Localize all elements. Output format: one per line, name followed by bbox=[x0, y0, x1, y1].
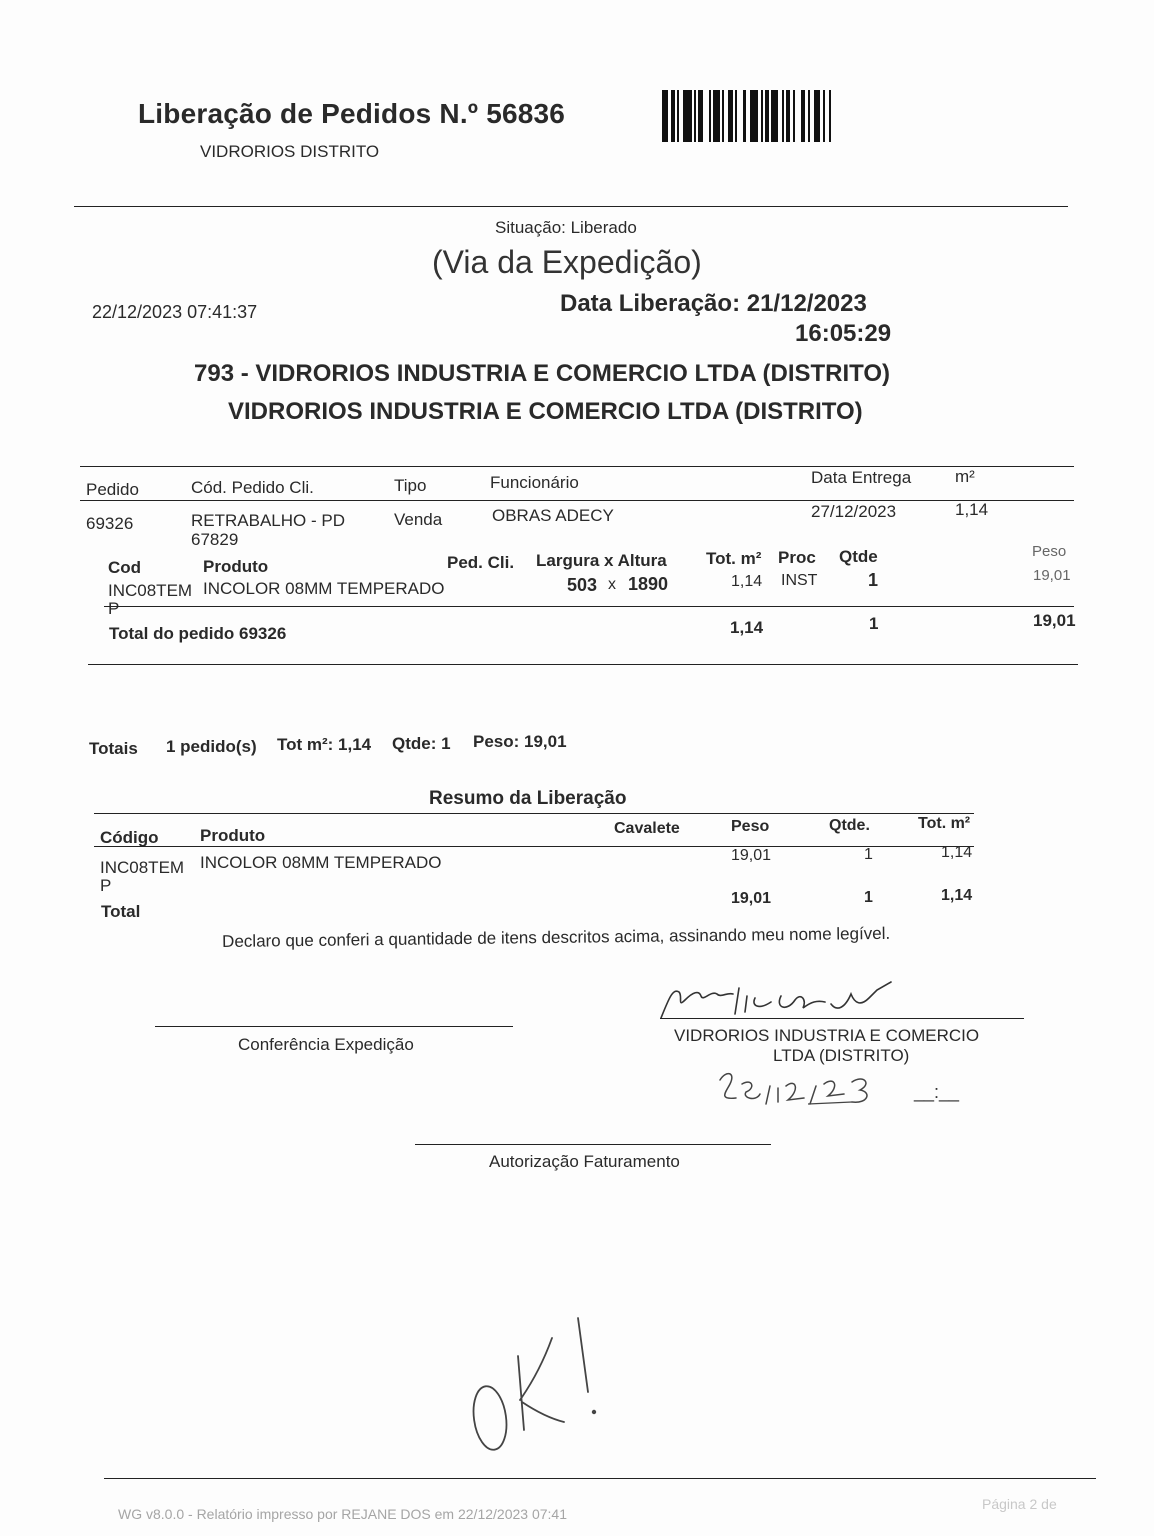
totais-label: Totais bbox=[89, 739, 138, 758]
resumo-title: Resumo da Liberação bbox=[429, 788, 627, 809]
order-data-entrega: 27/12/2023 bbox=[811, 502, 897, 521]
item-col-tot-m2: Tot. m² bbox=[706, 549, 762, 568]
item-altura: 1890 bbox=[628, 574, 669, 594]
data-liberacao-time: 16:05:29 bbox=[795, 320, 892, 347]
resumo-tot-m2: 1,14 bbox=[941, 844, 973, 861]
conferencia-line bbox=[155, 1026, 513, 1027]
via-label: (Via da Expedição) bbox=[432, 244, 702, 280]
item-qtde: 1 bbox=[868, 570, 879, 590]
resumo-col-peso: Peso bbox=[731, 818, 770, 835]
order-pedido: 69326 bbox=[86, 514, 134, 533]
col-tipo: Tipo bbox=[394, 476, 427, 495]
order-total-peso: 19,01 bbox=[1033, 611, 1076, 630]
resumo-col-qtde: Qtde. bbox=[829, 817, 870, 834]
col-pedido: Pedido bbox=[86, 480, 139, 499]
item-col-cod: Cod bbox=[108, 558, 142, 577]
item-col-qtde: Qtde bbox=[839, 547, 878, 566]
resumo-top-rule bbox=[94, 813, 974, 814]
item-tot-m2: 1,14 bbox=[731, 573, 763, 590]
order-m2: 1,14 bbox=[955, 500, 989, 519]
barcode-icon bbox=[662, 90, 840, 142]
col-funcionario: Funcionário bbox=[490, 473, 579, 492]
resumo-col-produto: Produto bbox=[200, 826, 266, 845]
handwritten-ok-mark bbox=[460, 1310, 620, 1460]
col-m2: m² bbox=[955, 467, 975, 486]
resumo-col-cavalete: Cavalete bbox=[614, 820, 680, 837]
order-header-rule bbox=[80, 500, 1074, 501]
resumo-col-codigo: Código bbox=[100, 828, 159, 847]
data-liberacao: Data Liberação: 21/12/2023 bbox=[560, 290, 867, 317]
resumo-total-label: Total bbox=[101, 902, 141, 921]
item-cod: INC08TEM bbox=[108, 581, 193, 600]
footer-page: Página 2 de bbox=[982, 1496, 1057, 1512]
resumo-peso: 19,01 bbox=[731, 847, 772, 864]
document-title: Liberação de Pedidos N.º 56836 bbox=[138, 98, 566, 129]
totais-tot-m2: Tot m²: 1,14 bbox=[277, 735, 372, 754]
order-table-top-rule bbox=[80, 466, 1074, 467]
autorizacao-label: Autorização Faturamento bbox=[489, 1152, 680, 1171]
conferencia-label: Conferência Expedição bbox=[238, 1035, 414, 1054]
order-table-bottom-rule bbox=[88, 664, 1078, 665]
printed-at: 22/12/2023 07:41:37 bbox=[92, 302, 258, 322]
item-col-proc: Proc bbox=[778, 548, 816, 567]
order-cod-pedido-cli: RETRABALHO - PD bbox=[191, 511, 345, 530]
resumo-total-qtde: 1 bbox=[864, 889, 873, 906]
item-col-produto: Produto bbox=[203, 557, 269, 576]
signature-date-suffix: __:__ bbox=[914, 1082, 960, 1102]
resumo-codigo-2: P bbox=[100, 876, 112, 895]
client-line-1: 793 - VIDRORIOS INDUSTRIA E COMERCIO LTDA (DISTRITO) bbox=[194, 360, 891, 387]
item-largura: 503 bbox=[567, 575, 598, 595]
declaration-text: Declaro que conferi a quantidade de itens descritos acima, assinando meu nome legível. bbox=[222, 923, 891, 951]
order-funcionario: OBRAS ADECY bbox=[492, 506, 614, 525]
situacao-label: Situação: Liberado bbox=[495, 218, 637, 237]
footer-printed-by: WG v8.0.0 - Relatório impresso por REJANE DOS em 22/12/2023 07:41 bbox=[118, 1506, 567, 1522]
order-total-tot-m2: 1,14 bbox=[730, 618, 764, 637]
item-rule bbox=[104, 606, 1074, 607]
item-x: x bbox=[608, 576, 616, 593]
item-peso: 19,01 bbox=[1033, 567, 1071, 584]
totais-pedidos: 1 pedido(s) bbox=[166, 737, 257, 756]
handwritten-date bbox=[712, 1064, 922, 1108]
order-total-label: Total do pedido 69326 bbox=[109, 624, 287, 643]
client-line-2: VIDRORIOS INDUSTRIA E COMERCIO LTDA (DISTRITO) bbox=[228, 398, 863, 425]
item-col-peso: Peso bbox=[1032, 543, 1067, 560]
item-col-largura-altura: Largura x Altura bbox=[536, 551, 667, 570]
company-short-name: VIDRORIOS DISTRITO bbox=[200, 142, 380, 161]
item-produto: INCOLOR 08MM TEMPERADO bbox=[203, 579, 445, 598]
header-divider bbox=[74, 206, 1068, 207]
resumo-qtde: 1 bbox=[864, 846, 873, 863]
resumo-header-rule bbox=[94, 846, 974, 847]
order-total-qtde: 1 bbox=[869, 614, 879, 633]
resumo-total-tot-m2: 1,14 bbox=[941, 887, 973, 904]
signature-company-line-2: LTDA (DISTRITO) bbox=[773, 1046, 910, 1065]
signature-company-line-1: VIDRORIOS INDUSTRIA E COMERCIO bbox=[674, 1026, 980, 1045]
order-cod-pedido-cli-2: 67829 bbox=[191, 530, 239, 549]
item-proc: INST bbox=[781, 572, 818, 589]
item-col-ped-cli: Ped. Cli. bbox=[447, 553, 515, 572]
autorizacao-line bbox=[415, 1144, 771, 1145]
col-cod-pedido-cli: Cód. Pedido Cli. bbox=[191, 478, 314, 497]
company-signature-line bbox=[660, 1018, 1024, 1019]
col-data-entrega: Data Entrega bbox=[811, 468, 912, 487]
item-cod-2: P bbox=[108, 599, 120, 618]
totais-qtde: Qtde: 1 bbox=[392, 734, 451, 753]
resumo-codigo: INC08TEM bbox=[100, 858, 185, 877]
order-tipo: Venda bbox=[394, 510, 443, 529]
footer-rule bbox=[104, 1478, 1096, 1479]
resumo-col-tot-m2: Tot. m² bbox=[918, 815, 971, 832]
resumo-produto: INCOLOR 08MM TEMPERADO bbox=[200, 853, 442, 872]
totais-peso: Peso: 19,01 bbox=[473, 732, 567, 751]
resumo-total-peso: 19,01 bbox=[731, 890, 772, 907]
handwritten-signature bbox=[655, 978, 915, 1028]
